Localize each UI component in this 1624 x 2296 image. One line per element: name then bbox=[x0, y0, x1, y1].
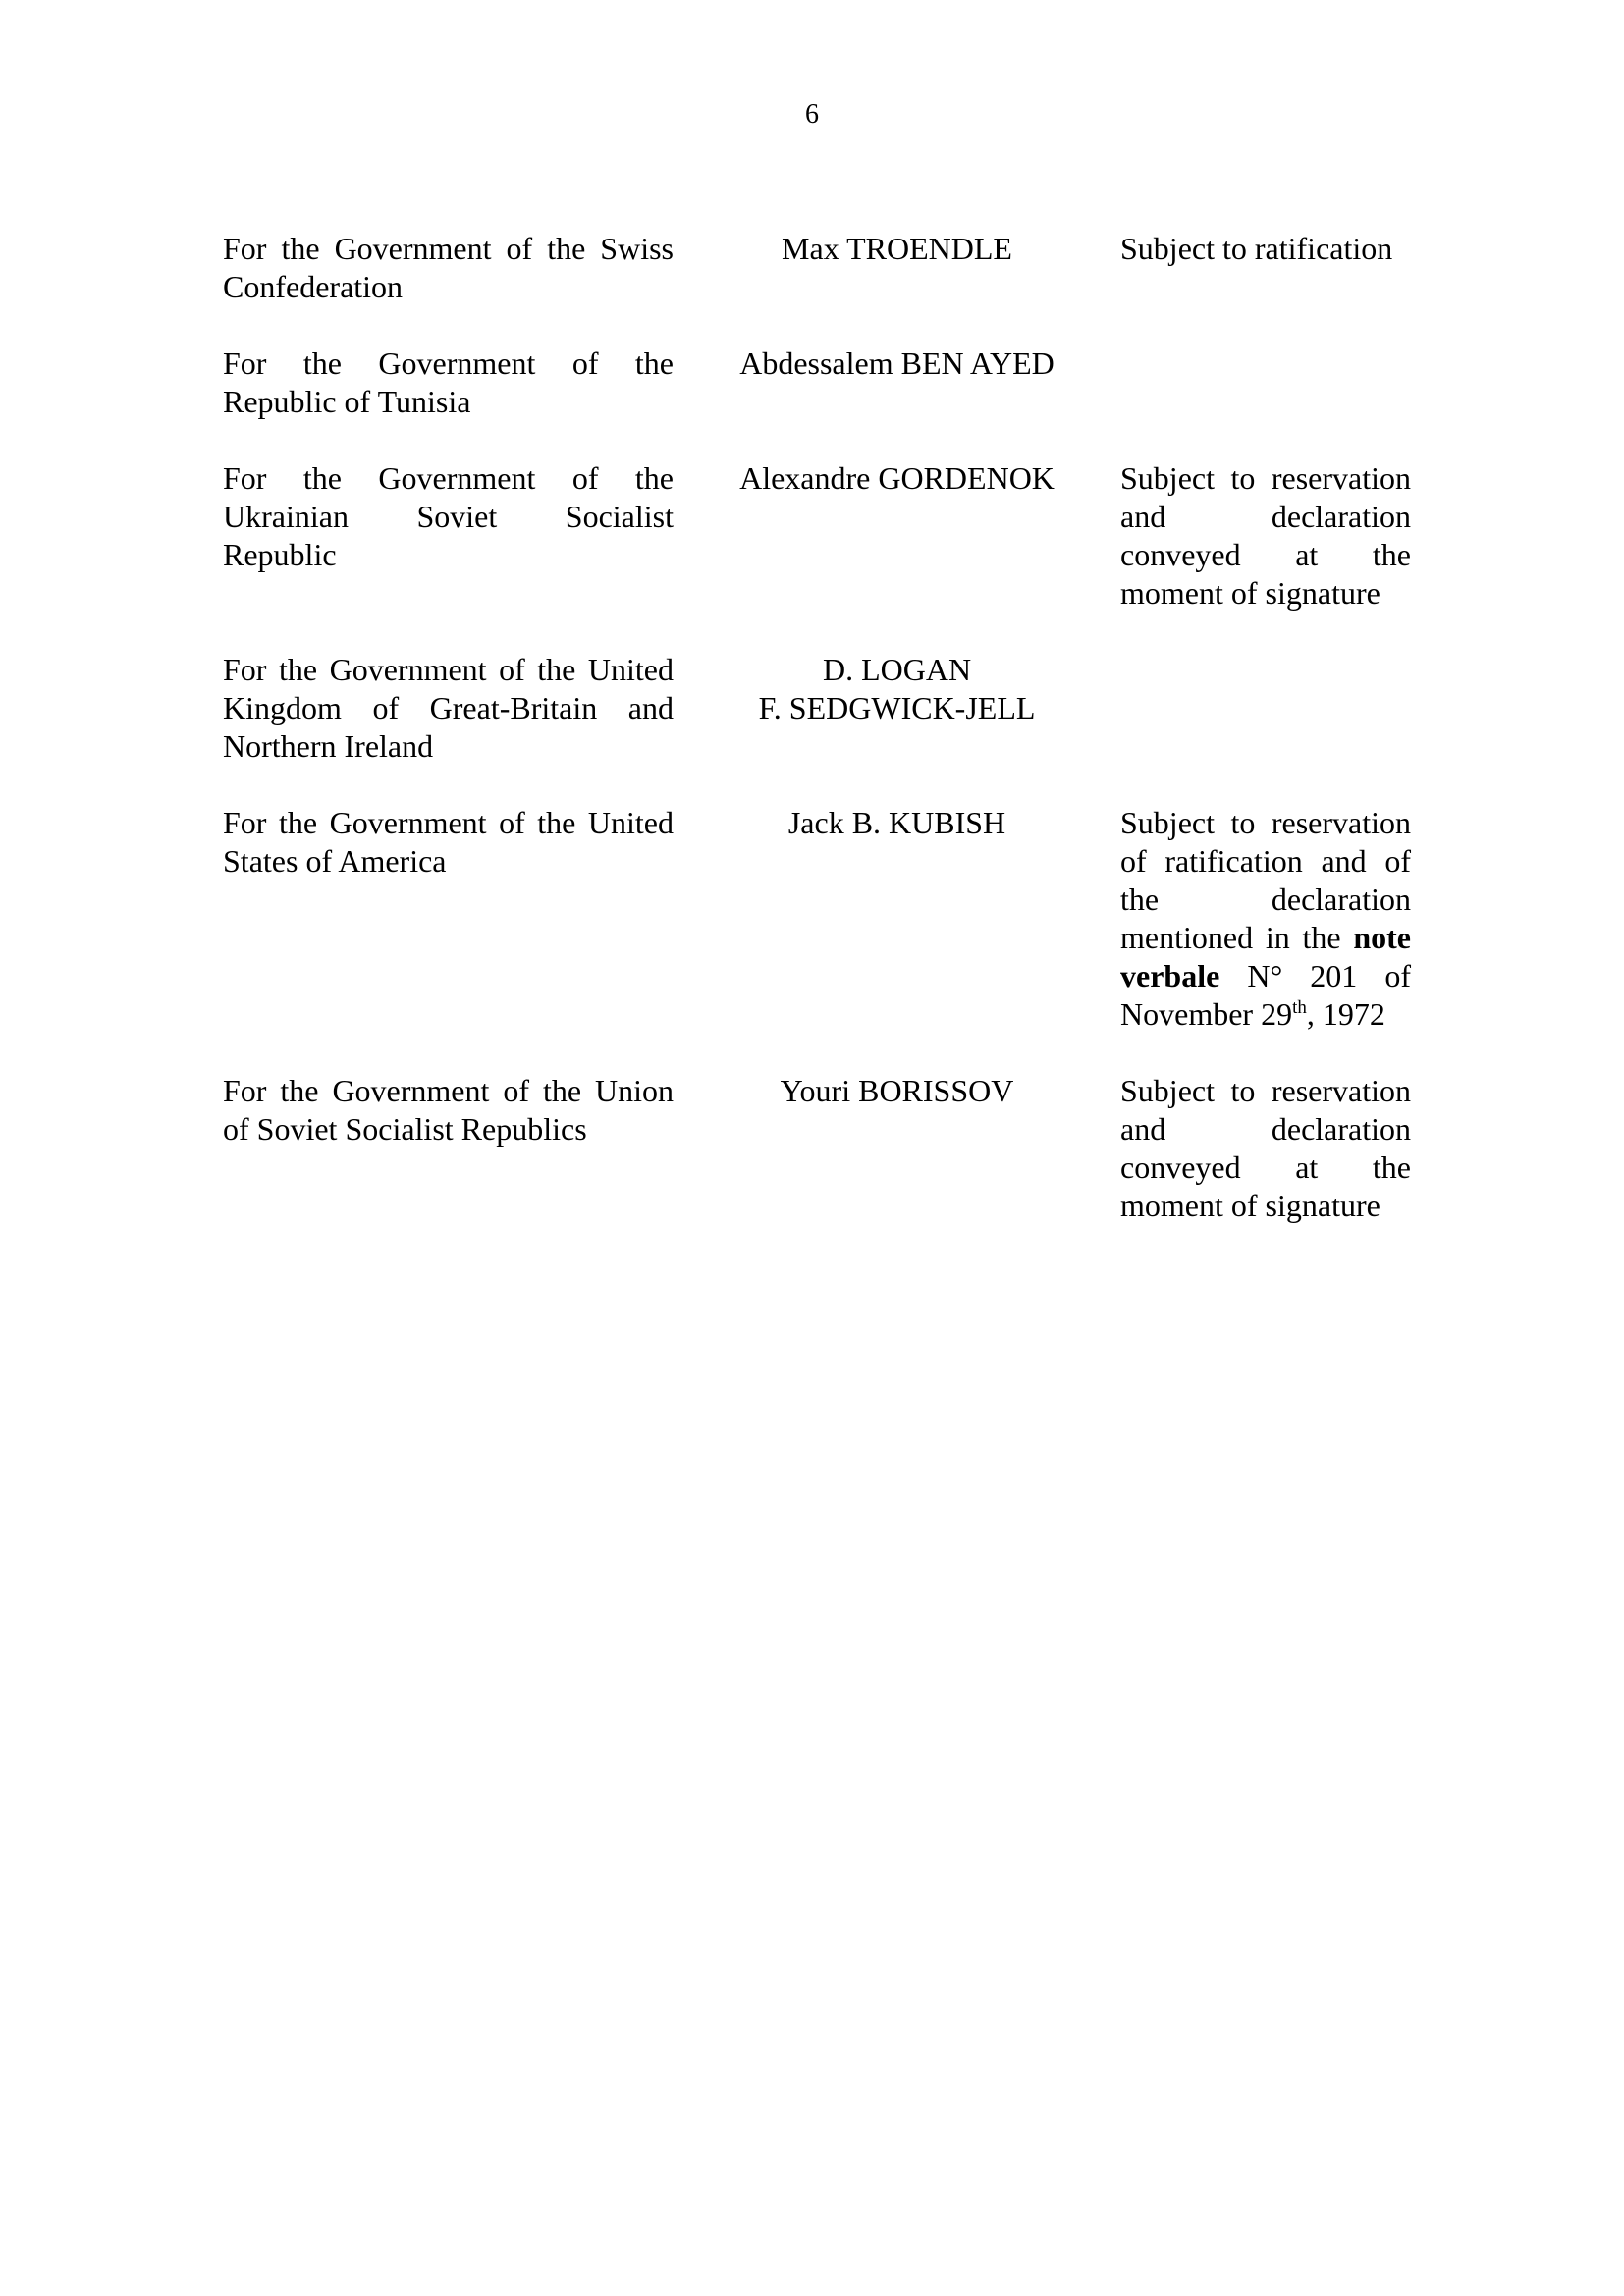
signatory-name: Abdessalem BEN AYED bbox=[739, 346, 1055, 381]
signatory-names bbox=[674, 345, 1120, 421]
page-number: 6 bbox=[805, 99, 819, 130]
signatory-name: Youri BORISSOV bbox=[780, 1073, 1014, 1108]
signature-note bbox=[1120, 345, 1411, 421]
signatory-name: F. SEDGWICK-JELL bbox=[758, 690, 1036, 725]
note-text: Subject to reservation of ratification and of the declaration mentioned in the bbox=[1120, 805, 1411, 955]
government-name: For the Government of the Ukrainian Soviet Socialist Republic bbox=[223, 460, 674, 572]
signatory-name: Jack B. KUBISH bbox=[787, 805, 1006, 840]
signatory-entry bbox=[223, 459, 1411, 613]
signatory-names bbox=[674, 1072, 1120, 1225]
signatory-names bbox=[674, 804, 1120, 1034]
signature-note: Subject to reservation and declaration conveyed at the moment of signature bbox=[1120, 1073, 1411, 1223]
signatory-names bbox=[674, 230, 1120, 306]
signatory-entry bbox=[223, 651, 1411, 766]
signatory-names bbox=[674, 459, 1120, 613]
note-text: N° 201 of November 29 bbox=[1120, 958, 1411, 1032]
government-name: For the Government of the Swiss Confederation bbox=[223, 231, 674, 304]
note-text: , 1972 bbox=[1306, 996, 1385, 1032]
signature-note: Subject to ratification bbox=[1120, 231, 1393, 266]
ordinal-suffix: th bbox=[1292, 997, 1307, 1018]
signatory-entry bbox=[223, 345, 1411, 421]
signatories-list bbox=[223, 230, 1411, 1263]
signatory-entry bbox=[223, 1072, 1411, 1225]
government-name: For the Government of the Republic of Tunisia bbox=[223, 346, 674, 419]
signatory-name: Max TROENDLE bbox=[782, 231, 1012, 266]
government-name: For the Government of the United Kingdom of Great-Britain and Northern Ireland bbox=[223, 652, 674, 764]
signatory-entry bbox=[223, 230, 1411, 306]
signatory-entry bbox=[223, 804, 1411, 1034]
signature-note bbox=[1120, 804, 1411, 1034]
note-verbale-term: note verbale bbox=[1120, 920, 1411, 993]
signatory-name: Alexandre GORDENOK bbox=[739, 460, 1055, 496]
government-name: For the Government of the Union of Soviet Socialist Republics bbox=[223, 1073, 674, 1147]
signature-note bbox=[1120, 651, 1411, 766]
signatory-name: D. LOGAN bbox=[822, 652, 972, 687]
signatory-names bbox=[674, 651, 1120, 766]
government-name: For the Government of the United States of America bbox=[223, 805, 674, 879]
signature-note: Subject to reservation and declaration conveyed at the moment of signature bbox=[1120, 460, 1411, 611]
